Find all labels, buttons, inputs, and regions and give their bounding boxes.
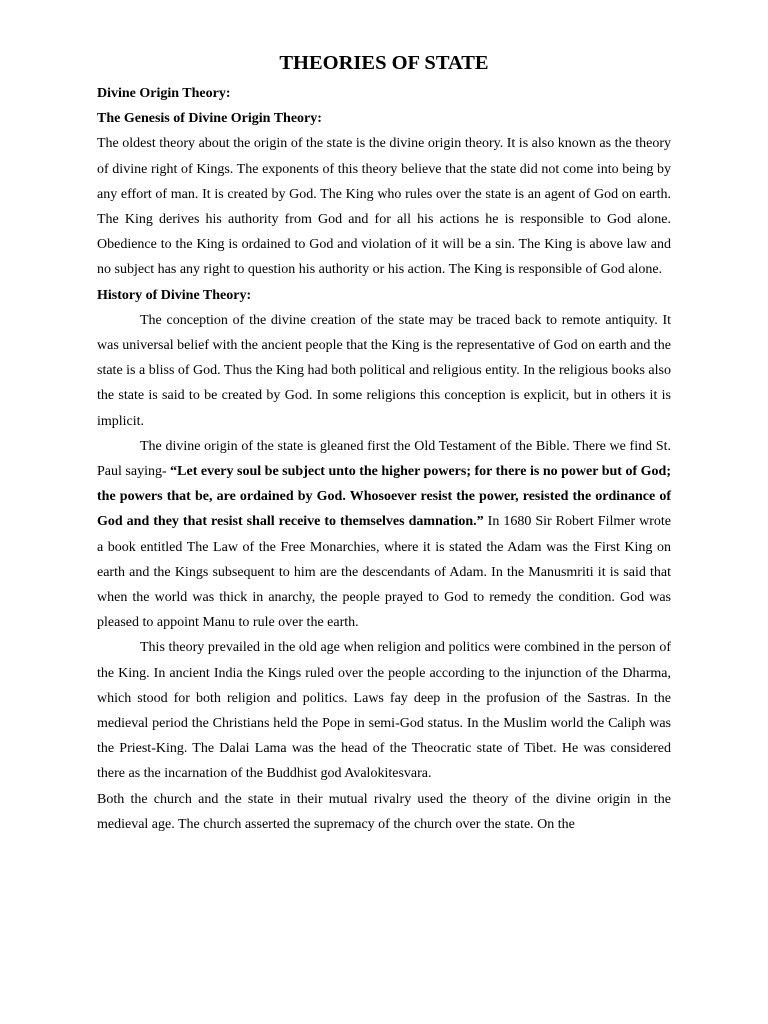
paragraph-genesis: The oldest theory about the origin of the state is the divine origin theory. It is also known as the theory of divine right of Kings. The exponents of this theory believe that the state did not come into being by any effort of man. It is created by God. The King who rules over the state is an agent of God on earth. The King derives his authority from God and for all his actions he is responsible to God alone. Obedience to the King is ordained to God and violation of it will be a sin. The King is above law and no subject has any right to question his authority or his action. The King is responsible of God alone. xyxy=(97,136,671,278)
paragraph-history-2-end: In 1680 Sir Robert Filmer wrote a book entitled The Law of the Free Monarchies, where it is stated the Adam was the First King on earth and the Kings subsequent to him are the descendants of Adam. In the Manusmriti it is said that when the world was thick in anarchy, the people prayed to God to remedy the condition. God was pleased to appoint Manu to rule over the earth. xyxy=(97,514,672,631)
bible-quote: “Let every soul be subject unto the higher powers; for there is no power but of God; the powers that be, are ordained by God. Whosoever resist the power, resisted the ordinance of God and they that resist shall receive to themselves damnation.” xyxy=(97,464,671,530)
paragraph-history-3: This theory prevailed in the old age when religion and politics were combined in the person of the King. In ancient India the Kings ruled over the people according to the injunction of the Dharma, which stood for both religion and politics. Laws fay deep in the profusion of the Sastras. In the medieval period the Christians held the Pope in semi-God status. In the Muslim world the Caliph was the Priest-King. The Dalai Lama was the head of the Theocratic state of Tibet. He was considered there as the incarnation of the Buddhist god Avalokitesvara. xyxy=(97,640,671,782)
document-title: THEORIES OF STATE xyxy=(279,52,489,74)
heading-divine-origin-theory: Divine Origin Theory: xyxy=(97,86,231,101)
paragraph-history-1: The conception of the divine creation of the state may be traced back to remote antiquity. It was universal belief with the ancient people that the King is the representative of God on earth and the state is a bliss of God. Thus the King had both political and religious entity. In the religious books also the state is said to be created by God. In some religions this conception is explicit, but in others it is implicit. xyxy=(97,312,671,429)
heading-genesis: The Genesis of Divine Origin Theory: xyxy=(97,111,322,127)
paragraph-history-2-start: The divine origin of the state is gleaned first the Old Testament of the Bible. There we find St. Paul saying- xyxy=(97,438,671,480)
paragraph-history-4: Both the church and the state in their mutual rivalry used the theory of the divine origin in the medieval age. The church asserted the supremacy of the church over the state. On the xyxy=(97,791,671,832)
heading-history: History of Divine Theory: xyxy=(97,287,252,303)
paragraph-history-2 xyxy=(97,434,671,636)
